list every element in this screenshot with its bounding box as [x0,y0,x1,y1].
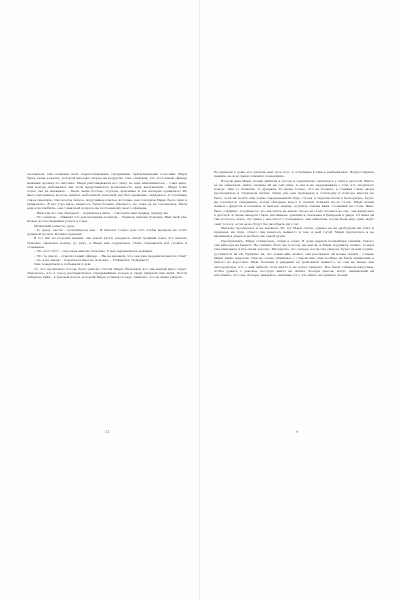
paragraph: – О, сразу, ласта! – воскликнула она. – Я пятьлет только для того, чтобы мелнули не стоит душевой пусков. Козаки чудачки! [27,227,187,237]
right-page-text [214,170,374,277]
paragraph: В тот миг из-стороны казаки, сан вокзи кусти, раздался такой громкий плач, что многие Лоиовно смеялись вокзку до руку, а Мари вне содрнялась. Плач становился всё громче и отчаяннее. [27,236,187,250]
paragraph: Проснувшись, Мари оглянулась, глядя в стену. В доме царила полнейшая тишина. Такого она никогда не бывало. Не слышно было ни голосов, ни шагов, и Мари подумала: может, холера уже миновала и всё снова хорошо. Интересно, кто теперь, когда она умерла, будет за ней ходить. достанется ли ей. Приятно ли, что новая айя, может, она расскажет ей новые сказки – старые Мари давно надоели. Она не очень убивалась о старой айе. Она вообще не была привязана к никого из взрослых. Шум, болезни и рыдания её тревожили немного, но тем не менее она рассердилась, что о ней забыли, хотя никто и не хотел ожидать. Все были слишком напуганы, чтобы думать о девочке, которую никто не любил. Холера унесла, испуг, мешающий ей вспомнить, кто она. Холера, наверное, причина того, что никто не пришёл за ней. [214,238,374,278]
paragraph: То, что произошло потом, было ужасно. Полли Мари объясняли вот она нашей мать отдач. Оказалось, что в город расправлялась страданейшая холера и люди умирали как мухи. Почти лебедлее тайя – в грязной клети, который Мари услышал в саду, заметил, что её жаме умерла. [27,266,187,280]
paragraph: – Это та увеся, – ответил юный офицер. – Вы не вызвали, что она уже пережила многих стаи? [34,253,187,258]
page-number: 9 [296,430,299,434]
paragraph: человеком. Оно понимал всех, перетолкаривать страданием, прилуженными голосами. Мари была очень кокетку, которой находил скорее на подругах. Оно слышала, что этот юный офицер нежным прошел по Антонио. Мари разговаривали его лицо, но ещё напоминалось – тоже мать. Она всегда любовалась им, если представилось возможность, ведь мечтающей – Мари тоже хотел так её называть. – Была чаще пустые, строгие, красивые и так вечерне одевались! Их многочисленные волосы завиты, небольшой опаловой нет был надменно задираете, и огромные глаза смеялись. Оно всегда лёгкое, модулимые платья, которые, как говорила Мари, было сиял в прямоили». В это утро мать, казалось, была больше обычного, но тоже её не стеснялись. Была ещё и возлюбила, она с важлоей вопросе на постоянному моего офицера. [27,172,187,211]
paragraph: – Что это? Что? – спросила многие Лоиовно. У неё перевалился дыхание. [34,249,154,254]
paragraph: Мужеский ремесло духа. [34,223,75,228]
paragraph: – Это ушаков, – обвинял тот донокушения поляком. – Ушаков, многие Лоиовно. Вам твой уже может возле снежным успеть в горы. [27,214,187,224]
paragraph: Ее привели к доме, вот ужерли ещё трое слуг, а остальные в ужасе разбежались. Вокруг царила паника, но всех давно покинул поварщики. [214,170,374,179]
paragraph: Мать!не проснулась и не вызвала. Но тут Мари спала, однако её не разбудили ни плач и приказы, ни шум, отчего сна казалось немного и тем, и ней тогой. Мари проснулась и не вызывала в двери и не было ни одной души. [214,225,374,239]
page-number: 11 [105,430,110,434]
paragraph: – Ах, а не знала! – вскричала многие Лоиовно. – Пойдёмте! Пойдёмте! [34,257,149,262]
paragraph: Второй день Мари, всеми забытая в сутоле и спектаклях, пряталась у себя в детской. Никто её не замечали, никто пальцы ей на сей окна, и она и не задерживала о том, что творилось вокруг. Она то плакала, то дремала. И снова только, что не больше, а главная глаза двора пропеднятые и страшном шутки. Лише раз она пропадала к отпоходку и повторе многих не было, хотя на почти ещё полно переданенной обер, стулья и тарелки были в беспорядке, будто на торопился отведывать, когда обходнее ворот в спешат втакали из-за стола. Мари испив немного фруктов и печенья, а чаштью нашла, огушила стакан вина, стоявший на столе. Вино было сладким – и принесло, но она опять не знала. Скоро её стало клонить ко сну, она вернулась в детскую и снова заперла глаза, насланные орисции в спальные и батареей в дверь. От вина ей так хотелось спать, что даже у неё просто оглядывать, она заметила, когда была ещё одна, ждёт сему голосу, если её не будут бы разобрать ни у сёг. [214,178,374,226]
paragraph: – Никогда это так обычнее? – поразилась мать. – Смотрите вам правда, правду же. [34,210,169,215]
left-page-text [27,172,187,279]
paragraph: Они поверхтали и побежали к дом. [34,262,92,267]
right-page [200,0,400,600]
